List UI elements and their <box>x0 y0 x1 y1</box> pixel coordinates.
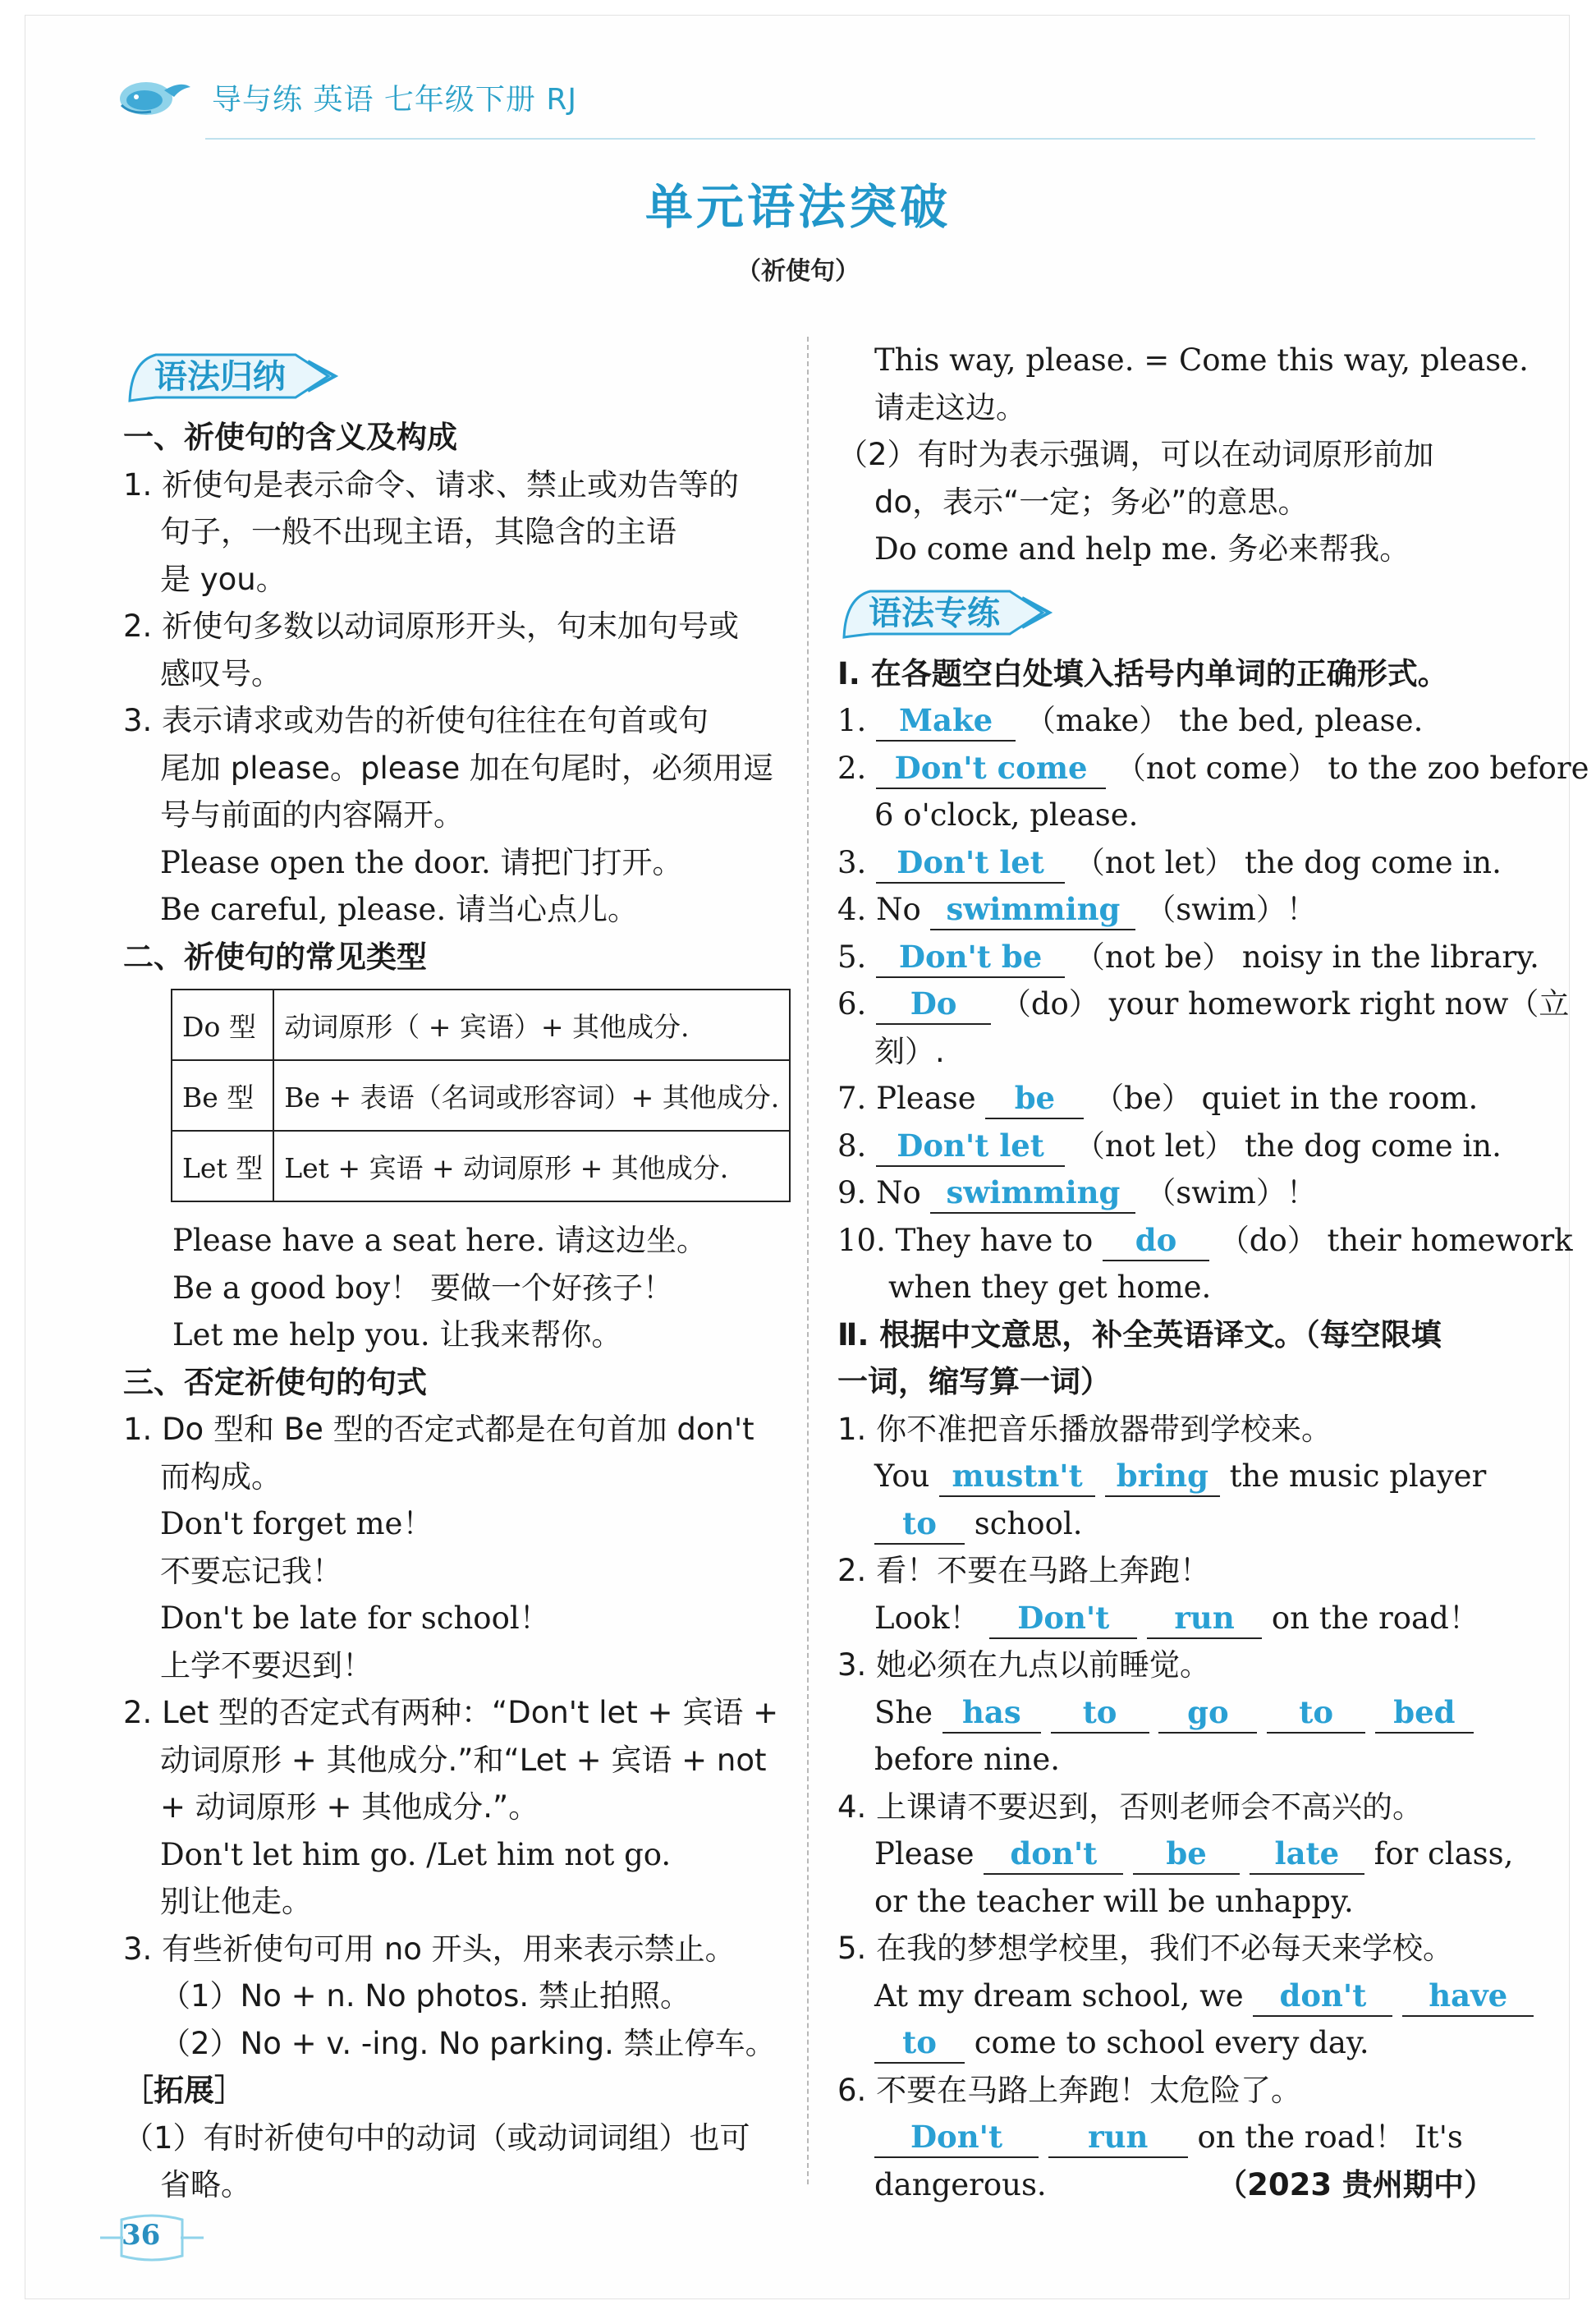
answer-blank: bed <box>1375 1692 1474 1734</box>
extension-heading: ［拓展］ <box>123 2073 245 2108</box>
type-value: 动词原形（ + 宾语）+ 其他成分. <box>273 990 790 1060</box>
q-num: 1. <box>837 703 867 738</box>
q-num: 6. <box>837 986 867 1022</box>
s1-p3-l1: 3. 表示请求或劝告的祈使句往往在句首或句 <box>123 703 709 738</box>
translation-3-zh: 3. 她必须在九点以前睡觉。 <box>837 1647 1211 1683</box>
column-divider <box>807 337 809 2184</box>
t-text: come to school every day. <box>974 2025 1369 2060</box>
ext-l2: 省略。 <box>160 2167 251 2202</box>
practice-badge-graphic <box>837 573 1084 647</box>
question-1 <box>837 697 1494 745</box>
question-7 <box>837 1075 1494 1123</box>
section3-heading: 三、否定祈使句的句式 <box>123 1364 427 1400</box>
page-header <box>115 72 577 122</box>
right-column <box>837 337 1589 2208</box>
translation-5-line <box>837 1972 1508 2020</box>
source-note: （2023 贵州期中） <box>1217 2166 1494 2202</box>
t-text: She <box>874 1694 933 1730</box>
summary-badge <box>123 337 784 411</box>
answer-blank: to <box>874 2023 965 2064</box>
q-num: 9. No <box>837 1175 921 1210</box>
q-num: 4. No <box>837 892 921 927</box>
t-text: At my dream school, we <box>874 1977 1244 2014</box>
question-8 <box>837 1123 1502 1170</box>
q-num: 5. <box>837 939 867 975</box>
q-rest: （make） the bed, please. <box>1025 703 1424 738</box>
t-text: dangerous. <box>874 2166 1047 2202</box>
answer-blank: go <box>1158 1692 1257 1734</box>
s3-p1-l2: 而构成。 <box>160 1458 282 1495</box>
ext2-l1: （2）有时为表示强调，可以在动词原形前加 <box>837 437 1434 472</box>
section2-heading: 二、祈使句的常见类型 <box>123 939 427 975</box>
t-text: on the road！ It's <box>1197 2119 1463 2155</box>
part2-heading-l1: Ⅱ. 根据中文意思，补全英语译文。（每空限填 <box>837 1316 1442 1352</box>
s3-p2-l1: 2. Let 型的否定式有两种：“Don't let + 宾语 + <box>123 1695 779 1730</box>
summary-badge-graphic <box>123 337 369 411</box>
t-text: school. <box>974 1505 1083 1541</box>
ext2-l2: do，表示“一定；务必”的意思。 <box>874 484 1309 520</box>
translation-3-line2: before nine. <box>874 1742 1061 1777</box>
ext2-example: Do come and help me. 务必来帮我。 <box>874 531 1410 567</box>
answer-blank: Don't come <box>876 748 1106 789</box>
part1-heading: Ⅰ. 在各题空白处填入括号内单词的正确形式。 <box>837 655 1448 691</box>
question-5 <box>837 934 1539 981</box>
answer-blank: run <box>1147 1598 1262 1639</box>
translation-4-line <box>837 1830 1514 1878</box>
s1-p1-l3: 是 you。 <box>160 561 287 597</box>
summary-badge-text: 语法归纳 <box>154 358 286 396</box>
translation-2-zh: 2. 看！不要在马路上奔跑！ <box>837 1553 1211 1588</box>
question-6-cont: 刻）. <box>874 1033 945 1069</box>
s2-example-1: Please have a seat here. 请这边坐。 <box>172 1223 708 1258</box>
series-label: 导与练 英语 七年级下册 RJ <box>212 82 577 117</box>
s3-p3-b: （2）No + v. -ing. No parking. 禁止停车。 <box>160 2025 776 2061</box>
s1-p3-l3: 号与前面的内容隔开。 <box>160 797 464 833</box>
q-rest: （be） quiet in the room. <box>1094 1081 1479 1116</box>
table-row <box>172 1060 790 1131</box>
s3-p3: 3. 有些祈使句可用 no 开头，用来表示禁止。 <box>123 1931 736 1967</box>
answer-blank: have <box>1402 1976 1534 2017</box>
question-2-cont: 6 o'clock, please. <box>874 797 1139 833</box>
left-column <box>123 337 784 2209</box>
s2-example-3: Let me help you. 让我来帮你。 <box>172 1317 622 1352</box>
practice-badge <box>837 573 1494 647</box>
translation-5-zh: 5. 在我的梦想学校里，我们不必每天来学校。 <box>837 1931 1454 1966</box>
page-subtitle: （祈使句） <box>736 257 860 286</box>
s3-example-3: Don't let him go. /Let him not go. <box>160 1836 672 1872</box>
q-rest: （do） their homework <box>1218 1222 1573 1258</box>
translation-2-line <box>837 1595 1494 1642</box>
s3-p2-l3: + 动词原形 + 其他成分.”。 <box>160 1789 539 1825</box>
table-row <box>172 990 790 1060</box>
table-row <box>172 1131 790 1201</box>
answer-blank: swimming <box>930 1173 1135 1214</box>
question-4 <box>837 886 1494 934</box>
q-num: 10. They have to <box>837 1222 1094 1258</box>
s3-example-3-zh: 别让他走。 <box>160 1884 312 1919</box>
type-key: Do 型 <box>172 990 273 1060</box>
question-10 <box>837 1217 1573 1265</box>
t-text: You <box>874 1458 930 1494</box>
type-value: Let + 宾语 + 动词原形 + 其他成分. <box>273 1131 790 1201</box>
s3-example-1: Don't forget me！ <box>160 1506 433 1541</box>
answer-blank: to <box>874 1504 965 1545</box>
s1-p2-l2: 感叹号。 <box>160 655 282 691</box>
t-text: for class, <box>1374 1836 1514 1871</box>
answer-blank: be <box>1133 1834 1240 1875</box>
t-text: the music player <box>1229 1458 1487 1494</box>
page-number: 36 <box>122 2219 161 2252</box>
s1-p2-l1: 2. 祈使句多数以动词原形开头，句末加句号或 <box>123 608 740 644</box>
s3-example-1-zh: 不要忘记我！ <box>160 1553 342 1589</box>
translation-4-zh: 4. 上课请不要迟到，否则老师会不高兴的。 <box>837 1789 1424 1825</box>
answer-blank: be <box>985 1078 1084 1119</box>
s1-p1-l2: 句子，一般不出现主语，其隐含的主语 <box>160 514 676 549</box>
question-3 <box>837 839 1502 887</box>
translation-6-line <box>837 2114 1494 2161</box>
answer-blank: Don't let <box>876 1126 1065 1167</box>
header-rule <box>205 138 1535 140</box>
dolphin-logo-icon <box>115 72 197 122</box>
s2-example-2: Be a good boy！ 要做一个好孩子！ <box>172 1270 673 1306</box>
part2-heading-l2: 一词，缩写算一词） <box>837 1364 1111 1399</box>
translation-4-line2: or the teacher will be unhappy. <box>874 1883 1354 1919</box>
section1-heading: 一、祈使句的含义及构成 <box>123 420 457 455</box>
q-rest: （swim）！ <box>1145 1175 1317 1210</box>
q-rest: （do） your homework right now（立 <box>1000 986 1570 1022</box>
type-value: Be + 表语（名词或形容词）+ 其他成分. <box>273 1060 790 1131</box>
answer-blank: Don't let <box>876 843 1065 884</box>
question-2 <box>837 745 1589 792</box>
translation-6-line2 <box>837 2161 1494 2209</box>
ext-example-1: This way, please. = Come this way, please. <box>874 342 1529 378</box>
answer-blank: Do <box>876 984 991 1025</box>
t-text: on the road！ <box>1271 1600 1479 1636</box>
q-num: 7. Please <box>837 1081 976 1116</box>
question-9 <box>837 1169 1494 1217</box>
page-title: 单元语法突破 <box>644 179 951 235</box>
question-6 <box>837 980 1570 1028</box>
s3-example-2: Don't be late for school！ <box>160 1600 550 1636</box>
s1-p1-l1: 1. 祈使句是表示命令、请求、禁止或劝告等的 <box>123 466 740 503</box>
translation-5-line2 <box>837 2019 1494 2067</box>
s3-example-2-zh: 上学不要迟到！ <box>160 1647 373 1683</box>
q-num: 2. <box>837 750 867 786</box>
q-rest: （not come） to the zoo before <box>1115 750 1589 786</box>
answer-blank: Don't be <box>876 937 1065 978</box>
q-rest: （not be） noisy in the library. <box>1074 939 1539 975</box>
answer-blank: mustn't <box>939 1456 1095 1497</box>
ext-l1: （1）有时祈使句中的动词（或动词词组）也可 <box>123 2119 750 2156</box>
answer-blank: Make <box>876 700 1016 742</box>
translation-1-line <box>837 1453 1494 1500</box>
q-num: 8. <box>837 1127 867 1164</box>
s1-p3-l2: 尾加 please。please 加在句尾时，必须用逗 <box>160 750 774 786</box>
type-key: Let 型 <box>172 1131 273 1201</box>
q-rest: （not let） the dog come in. <box>1074 844 1502 880</box>
t-text: Look！ <box>874 1600 980 1636</box>
translation-1-zh: 1. 你不准把音乐播放器带到学校来。 <box>837 1411 1332 1447</box>
t-text: Please <box>874 1836 975 1871</box>
ext-example-1-zh: 请走这边。 <box>874 389 1026 425</box>
answer-blank: has <box>942 1692 1041 1734</box>
s1-example-2: Be careful, please. 请当心点儿。 <box>160 892 638 927</box>
translation-6-zh: 6. 不要在马路上奔跑！太危险了。 <box>837 2072 1302 2108</box>
translation-1-line2 <box>837 1500 1494 1548</box>
answer-blank: Don't <box>989 1598 1137 1639</box>
answer-blank: swimming <box>930 889 1135 930</box>
answer-blank: Don't <box>874 2117 1039 2158</box>
answer-blank: late <box>1250 1834 1364 1875</box>
translation-3-line <box>837 1689 1494 1737</box>
s3-p1-l1: 1. Do 型和 Be 型的否定式都是在句首加 don't <box>123 1412 754 1447</box>
question-10-cont: when they get home. <box>888 1270 1212 1305</box>
answer-blank: don't <box>1253 1976 1392 2017</box>
practice-badge-text: 语法专练 <box>869 594 1000 632</box>
s3-p3-a: （1）No + n. No photos. 禁止拍照。 <box>160 1978 690 2014</box>
q-rest: （swim）！ <box>1145 892 1317 927</box>
answer-blank: to <box>1267 1692 1365 1734</box>
answer-blank: bring <box>1105 1456 1220 1497</box>
s3-p2-l2: 动词原形 + 其他成分.”和“Let + 宾语 + not <box>160 1742 767 1778</box>
answer-blank: don't <box>984 1834 1123 1875</box>
answer-blank: do <box>1103 1220 1209 1261</box>
q-num: 3. <box>837 844 867 880</box>
type-key: Be 型 <box>172 1060 273 1131</box>
answer-blank: run <box>1048 2117 1188 2158</box>
answer-blank: to <box>1051 1692 1149 1734</box>
s1-example-1: Please open the door. 请把门打开。 <box>160 844 683 880</box>
sentence-types-table <box>171 989 791 1202</box>
q-rest: （not let） the dog come in. <box>1074 1127 1502 1164</box>
